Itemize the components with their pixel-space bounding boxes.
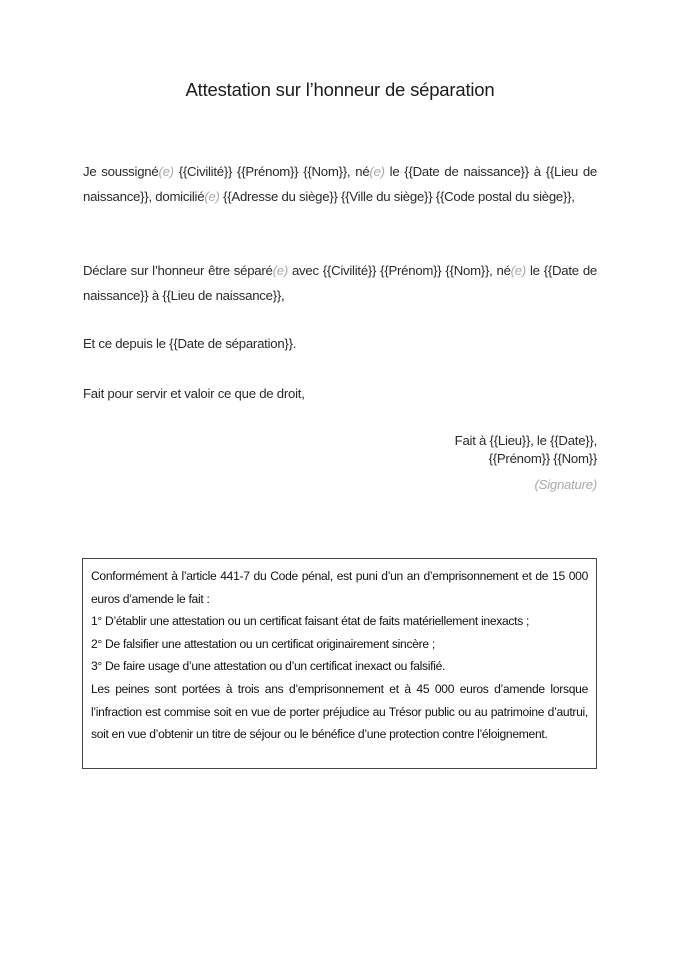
signature-placeholder: (Signature)	[534, 477, 597, 492]
legal-notice-box	[82, 558, 597, 769]
text-segment: le {{Date de naissance}} à {{Lieu de naissance}},	[83, 263, 597, 303]
signature-block	[297, 432, 597, 494]
gender-marker: (e)	[204, 189, 220, 204]
text-segment: avec {{Civilité}} {{Prénom}} {{Nom}}, né	[288, 263, 511, 278]
document-title: Attestation sur l’honneur de séparation	[185, 79, 495, 100]
legal-notice-item-1: 1° D’établir une attestation ou un certificat faisant état de faits matériellement inexacts ;	[91, 614, 530, 629]
text-segment: {{Civilité}} {{Prénom}} {{Nom}}, né	[173, 164, 370, 179]
text-segment: Déclare sur l’honneur être séparé	[83, 263, 273, 278]
signer-name-line: {{Prénom}} {{Nom}}	[488, 451, 597, 466]
gender-marker: (e)	[369, 164, 385, 179]
closing-paragraph: Fait pour servir et valoir ce que de droit,	[83, 386, 305, 401]
text-segment: {{Adresse du siège}} {{Ville du siège}} {{Code postal du siège}},	[219, 189, 575, 204]
declaration-paragraph	[83, 258, 597, 308]
legal-notice-item-3: 3° De faire usage d’une attestation ou d’un certificat inexact ou falsifié.	[91, 659, 446, 674]
declarant-paragraph	[83, 159, 597, 209]
place-date-line: Fait à {{Lieu}}, le {{Date}},	[454, 433, 597, 448]
text-segment: Je soussigné	[83, 164, 159, 179]
text-segment: le {{Date de naissance}} à {{Lieu de naissance}}, domicilié	[83, 164, 597, 204]
gender-marker: (e)	[272, 263, 288, 278]
gender-marker: (e)	[158, 164, 174, 179]
legal-notice-item-2: 2° De falsifier une attestation ou un certificat originairement sincère ;	[91, 636, 435, 651]
legal-notice-penalties: Les peines sont portées à trois ans d’emprisonnement et à 45 000 euros d’amende lorsque l’infraction est commise soit en vue de porter préjudice au Trésor public ou au patrimoine d’autrui, soit en vue d’obtenir un titre de séjour ou le bénéfice d’une protection contre l’éloignement.	[91, 681, 588, 742]
legal-notice-intro: Conformément à l’article 441-7 du Code pénal, est puni d’un an d’emprisonnement et de 15 000 euros d’amende le fait :	[91, 569, 588, 606]
gender-marker: (e)	[510, 263, 527, 278]
separation-date-paragraph: Et ce depuis le {{Date de séparation}}.	[83, 336, 297, 351]
